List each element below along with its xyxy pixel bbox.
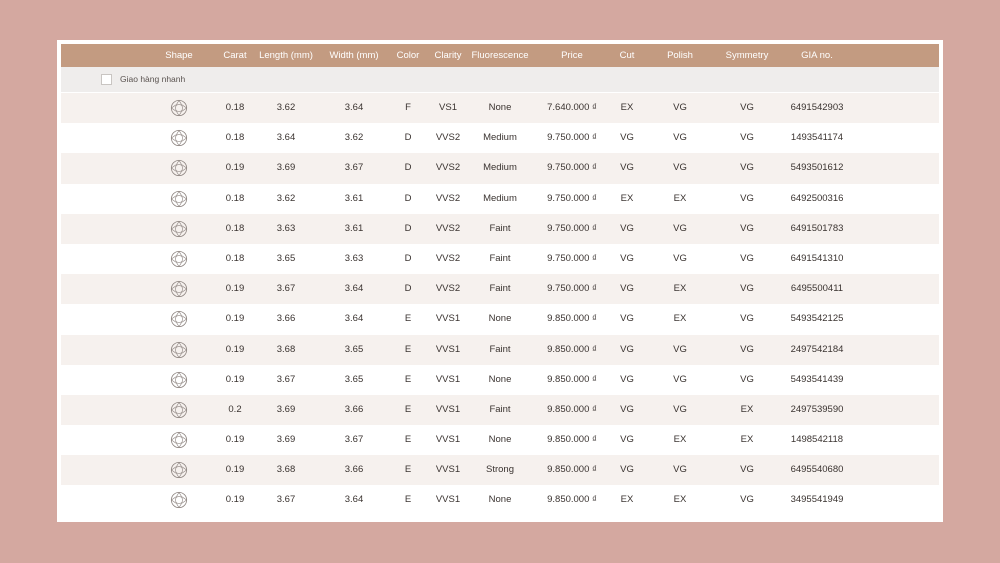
cell-price: 9.850.000 ₫ xyxy=(547,464,597,476)
cell-cut: VG xyxy=(620,313,634,325)
cell-price: 9.750.000 ₫ xyxy=(547,283,597,295)
round-diamond-icon xyxy=(170,190,188,208)
cell-fluorescence: None xyxy=(488,102,512,113)
cell-price: 9.850.000 ₫ xyxy=(547,373,597,385)
col-polish[interactable]: Polish xyxy=(667,50,693,61)
cell-carat: 0.18 xyxy=(225,132,245,144)
table-row[interactable] xyxy=(61,184,939,214)
cell-clarity: VVS1 xyxy=(435,343,461,355)
cell-price: 9.850.000 ₫ xyxy=(547,494,597,506)
cell-symmetry: VG xyxy=(740,102,754,113)
round-diamond-icon xyxy=(170,280,188,298)
cell-carat: 0.19 xyxy=(225,343,245,355)
cell-width: 3.64 xyxy=(344,494,364,506)
cell-length: 3.63 xyxy=(276,222,296,234)
cell-cut: VG xyxy=(620,162,634,174)
round-diamond-icon xyxy=(170,431,188,449)
cell-length: 3.69 xyxy=(276,403,296,415)
cell-width: 3.65 xyxy=(344,373,364,385)
cell-polish: EX xyxy=(673,494,687,506)
cell-fluorescence: Faint xyxy=(489,222,511,234)
cell-clarity: VVS1 xyxy=(435,373,461,385)
fast-delivery-label: Giao hàng nhanh xyxy=(120,74,186,84)
cell-price: 9.750.000 ₫ xyxy=(547,222,597,234)
round-diamond-icon xyxy=(170,159,188,177)
cell-color: D xyxy=(404,252,412,264)
cell-price: 9.750.000 ₫ xyxy=(547,132,597,144)
cell-fluorescence: Faint xyxy=(489,283,511,295)
cell-width: 3.65 xyxy=(344,343,364,355)
cell-cut: EX xyxy=(620,494,634,506)
table-row[interactable] xyxy=(61,153,939,183)
col-fluorescence[interactable]: Fluorescence xyxy=(471,50,529,61)
cell-symmetry: VG xyxy=(740,464,754,476)
cell-polish: EX xyxy=(673,192,687,204)
table-row[interactable] xyxy=(61,365,939,395)
table-row[interactable] xyxy=(61,123,939,153)
cell-fluorescence: None xyxy=(488,434,512,446)
col-clarity[interactable]: Clarity xyxy=(434,50,462,61)
round-diamond-icon xyxy=(170,491,188,509)
round-diamond-icon xyxy=(170,310,188,328)
cell-length: 3.69 xyxy=(276,434,296,446)
table-row[interactable] xyxy=(61,395,939,425)
cell-width: 3.67 xyxy=(344,162,364,174)
cell-gia: 2497539590 xyxy=(790,403,844,415)
table-row[interactable] xyxy=(61,244,939,274)
cell-length: 3.66 xyxy=(276,313,296,325)
cell-price: 9.850.000 ₫ xyxy=(547,403,597,415)
cell-gia: 1498542118 xyxy=(790,434,844,446)
cell-width: 3.67 xyxy=(344,434,364,446)
cell-length: 3.67 xyxy=(276,494,296,506)
cell-color: E xyxy=(404,373,412,385)
cell-fluorescence: Strong xyxy=(486,464,514,476)
cell-length: 3.62 xyxy=(276,102,296,113)
cell-cut: EX xyxy=(620,192,634,204)
cell-fluorescence: None xyxy=(488,313,512,325)
cell-width: 3.66 xyxy=(344,464,364,476)
cell-color: E xyxy=(404,494,412,506)
cell-fluorescence: Faint xyxy=(489,252,511,264)
cell-color: E xyxy=(404,434,412,446)
cell-carat: 0.18 xyxy=(225,102,245,113)
cell-gia: 6495540680 xyxy=(790,464,844,476)
cell-clarity: VVS1 xyxy=(435,494,461,506)
cell-symmetry: VG xyxy=(740,252,754,264)
cell-length: 3.68 xyxy=(276,343,296,355)
cell-fluorescence: Medium xyxy=(483,132,517,144)
cell-gia: 6491541310 xyxy=(790,252,844,264)
cell-carat: 0.19 xyxy=(225,373,245,385)
cell-cut: VG xyxy=(620,283,634,295)
cell-color: E xyxy=(404,403,412,415)
cell-clarity: VVS1 xyxy=(435,313,461,325)
cell-color: D xyxy=(404,192,412,204)
cell-fluorescence: Medium xyxy=(483,162,517,174)
cell-clarity: VVS2 xyxy=(435,283,461,295)
round-diamond-icon xyxy=(170,220,188,238)
cell-symmetry: VG xyxy=(740,222,754,234)
round-diamond-icon xyxy=(170,99,188,117)
cell-width: 3.63 xyxy=(344,252,364,264)
cell-gia: 5493501612 xyxy=(790,162,844,174)
cell-clarity: VVS2 xyxy=(435,192,461,204)
cell-cut: VG xyxy=(620,222,634,234)
cell-price: 9.850.000 ₫ xyxy=(547,343,597,355)
table-row[interactable] xyxy=(61,455,939,485)
cell-price: 9.850.000 ₫ xyxy=(547,434,597,446)
cell-color: E xyxy=(404,464,412,476)
cell-gia: 1493541174 xyxy=(790,132,844,144)
round-diamond-icon xyxy=(170,401,188,419)
col-width[interactable]: Width (mm) xyxy=(329,50,379,61)
round-diamond-icon xyxy=(170,250,188,268)
cell-polish: VG xyxy=(673,343,687,355)
cell-cut: VG xyxy=(620,464,634,476)
cell-polish: VG xyxy=(673,222,687,234)
round-diamond-icon xyxy=(170,371,188,389)
cell-gia: 3495541949 xyxy=(790,494,844,506)
cell-price: 7.640.000 ₫ xyxy=(547,102,597,113)
cell-gia: 6491501783 xyxy=(790,222,844,234)
cell-symmetry: VG xyxy=(740,373,754,385)
cell-cut: EX xyxy=(620,102,634,113)
cell-price: 9.750.000 ₫ xyxy=(547,162,597,174)
round-diamond-icon xyxy=(170,461,188,479)
cell-color: E xyxy=(404,343,412,355)
cell-polish: VG xyxy=(673,252,687,264)
cell-width: 3.61 xyxy=(344,222,364,234)
cell-symmetry: VG xyxy=(740,132,754,144)
cell-polish: VG xyxy=(673,403,687,415)
table-row[interactable] xyxy=(61,335,939,365)
cell-cut: VG xyxy=(620,403,634,415)
cell-carat: 0.19 xyxy=(225,162,245,174)
table-row[interactable] xyxy=(61,485,939,515)
cell-clarity: VVS2 xyxy=(435,132,461,144)
cell-width: 3.64 xyxy=(344,313,364,325)
cell-width: 3.61 xyxy=(344,192,364,204)
cell-length: 3.64 xyxy=(276,132,296,144)
col-color[interactable]: Color xyxy=(396,50,420,61)
cell-symmetry: VG xyxy=(740,313,754,325)
filter-bar xyxy=(61,67,939,92)
cell-gia: 6492500316 xyxy=(790,192,844,204)
col-price[interactable]: Price xyxy=(561,50,583,61)
cell-fluorescence: Faint xyxy=(489,403,511,415)
cell-symmetry: VG xyxy=(740,192,754,204)
cell-cut: VG xyxy=(620,343,634,355)
cell-carat: 0.19 xyxy=(225,494,245,506)
table-row[interactable] xyxy=(61,304,939,334)
cell-carat: 0.19 xyxy=(225,464,245,476)
cell-carat: 0.18 xyxy=(225,192,245,204)
fast-delivery-checkbox[interactable] xyxy=(101,74,112,85)
cell-symmetry: VG xyxy=(740,162,754,174)
cell-carat: 0.19 xyxy=(225,434,245,446)
cell-width: 3.64 xyxy=(344,102,364,113)
cell-symmetry: EX xyxy=(740,403,754,415)
cell-gia: 6495500411 xyxy=(790,283,844,295)
cell-price: 9.750.000 ₫ xyxy=(547,192,597,204)
cell-polish: EX xyxy=(673,434,687,446)
cell-cut: VG xyxy=(620,132,634,144)
cell-carat: 0.19 xyxy=(225,283,245,295)
cell-symmetry: VG xyxy=(740,494,754,506)
cell-cut: VG xyxy=(620,434,634,446)
cell-clarity: VVS1 xyxy=(435,403,461,415)
cell-length: 3.68 xyxy=(276,464,296,476)
cell-gia: 5493541439 xyxy=(790,373,844,385)
cell-color: F xyxy=(405,102,411,113)
col-shape[interactable]: Shape xyxy=(165,50,193,61)
cell-length: 3.67 xyxy=(276,373,296,385)
cell-price: 9.850.000 ₫ xyxy=(547,313,597,325)
cell-polish: EX xyxy=(673,313,687,325)
cell-fluorescence: None xyxy=(488,373,512,385)
table-row[interactable] xyxy=(61,214,939,244)
cell-polish: VG xyxy=(673,464,687,476)
col-length[interactable]: Length (mm) xyxy=(259,50,313,61)
round-diamond-icon xyxy=(170,129,188,147)
cell-symmetry: VG xyxy=(740,343,754,355)
cell-cut: VG xyxy=(620,373,634,385)
table-row[interactable] xyxy=(61,93,939,123)
cell-length: 3.69 xyxy=(276,162,296,174)
cell-length: 3.62 xyxy=(276,192,296,204)
cell-polish: VG xyxy=(673,102,687,113)
col-cut[interactable]: Cut xyxy=(619,50,635,61)
cell-carat: 0.18 xyxy=(225,252,245,264)
cell-width: 3.66 xyxy=(344,403,364,415)
col-carat[interactable]: Carat xyxy=(223,50,247,61)
diamond-table-panel xyxy=(57,40,943,522)
cell-clarity: VVS2 xyxy=(435,162,461,174)
cell-length: 3.67 xyxy=(276,283,296,295)
cell-color: D xyxy=(404,222,412,234)
cell-gia: 6491542903 xyxy=(790,102,844,113)
cell-price: 9.750.000 ₫ xyxy=(547,252,597,264)
table-header xyxy=(61,44,939,67)
cell-clarity: VS1 xyxy=(439,102,457,113)
table-body xyxy=(61,93,939,516)
cell-width: 3.64 xyxy=(344,283,364,295)
cell-symmetry: VG xyxy=(740,283,754,295)
cell-length: 3.65 xyxy=(276,252,296,264)
cell-gia: 5493542125 xyxy=(790,313,844,325)
cell-carat: 0.2 xyxy=(228,403,242,415)
cell-clarity: VVS2 xyxy=(435,222,461,234)
round-diamond-icon xyxy=(170,341,188,359)
cell-clarity: VVS1 xyxy=(435,434,461,446)
col-gia[interactable]: GIA no. xyxy=(801,50,833,61)
cell-polish: VG xyxy=(673,162,687,174)
cell-color: D xyxy=(404,162,412,174)
cell-carat: 0.18 xyxy=(225,222,245,234)
cell-color: D xyxy=(404,283,412,295)
cell-polish: VG xyxy=(673,132,687,144)
table-row[interactable] xyxy=(61,425,939,455)
cell-clarity: VVS2 xyxy=(435,252,461,264)
cell-cut: VG xyxy=(620,252,634,264)
cell-symmetry: EX xyxy=(740,434,754,446)
cell-clarity: VVS1 xyxy=(435,464,461,476)
cell-carat: 0.19 xyxy=(225,313,245,325)
cell-polish: EX xyxy=(673,283,687,295)
cell-gia: 2497542184 xyxy=(790,343,844,355)
cell-fluorescence: Faint xyxy=(489,343,511,355)
cell-color: E xyxy=(404,313,412,325)
table-row[interactable] xyxy=(61,274,939,304)
cell-polish: VG xyxy=(673,373,687,385)
cell-fluorescence: Medium xyxy=(483,192,517,204)
col-symmetry[interactable]: Symmetry xyxy=(725,50,769,61)
cell-color: D xyxy=(404,132,412,144)
cell-width: 3.62 xyxy=(344,132,364,144)
cell-fluorescence: None xyxy=(488,494,512,506)
